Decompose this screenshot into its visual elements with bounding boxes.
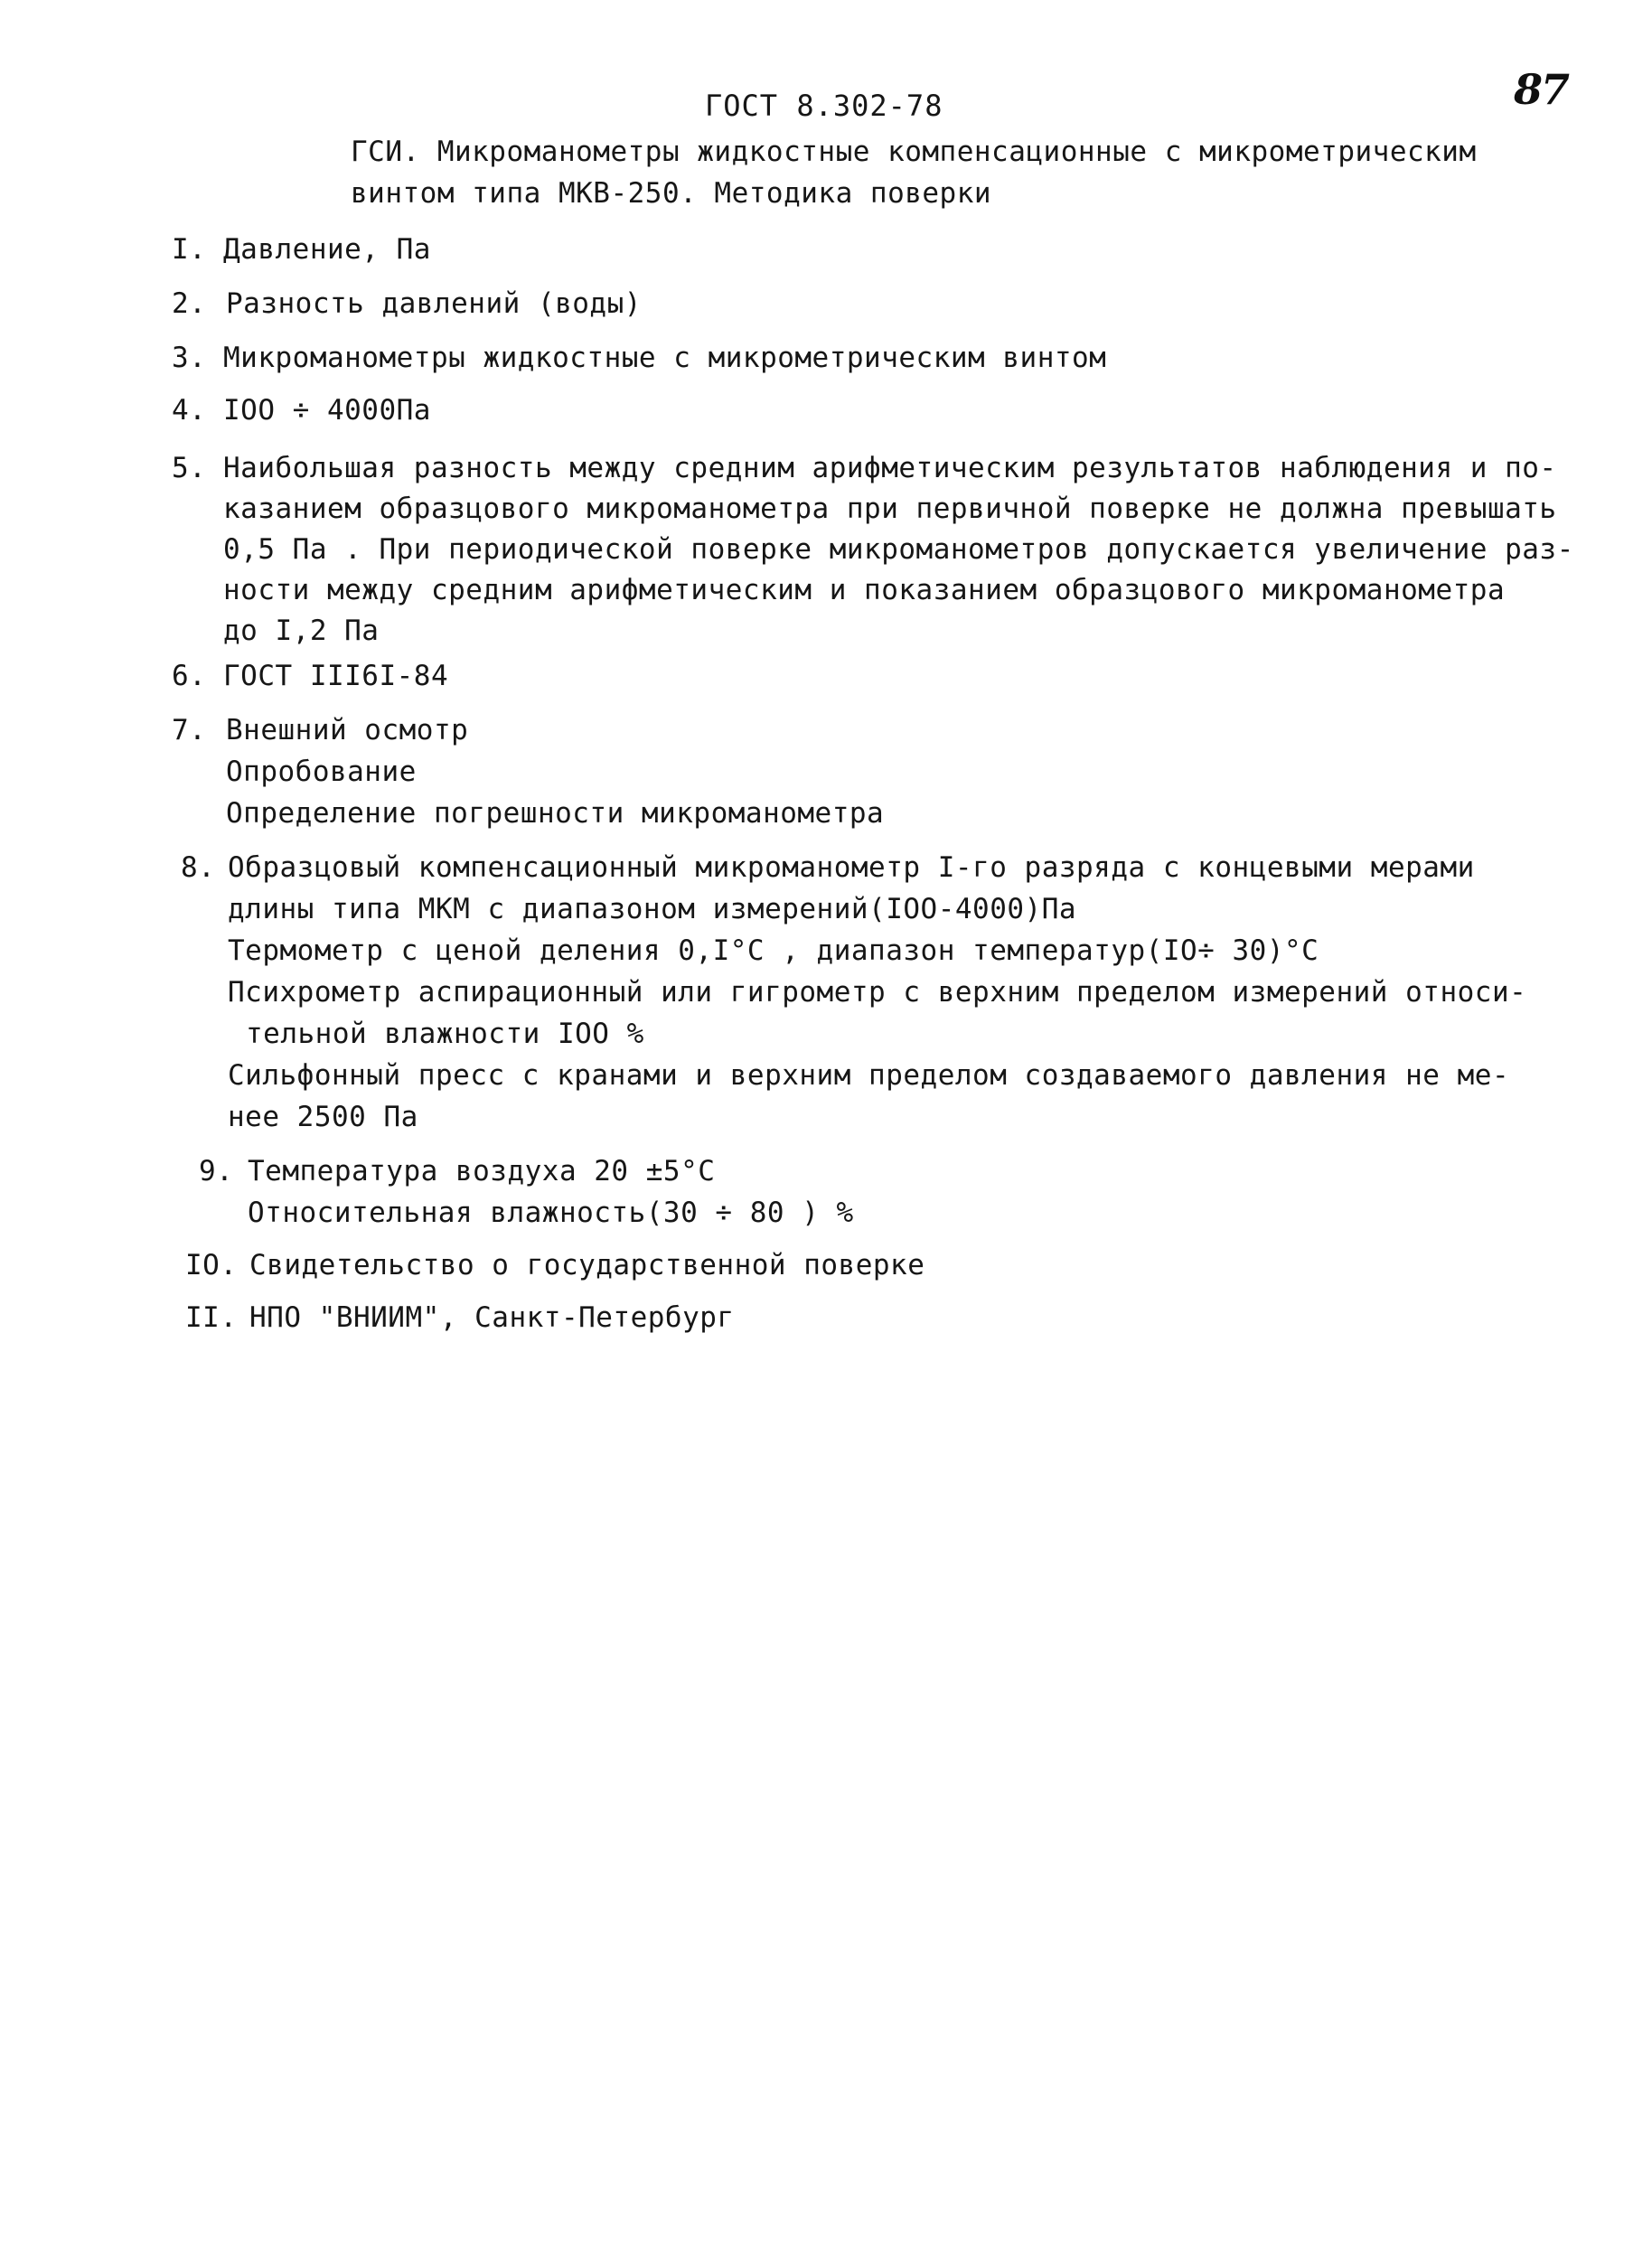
page-number: 87 (1514, 65, 1569, 114)
item-7-line-3: Определение погрешности микроманометра (226, 797, 885, 830)
item-5-line-1: Наибольшая разность между средним арифметическим результатов наблюдения и по- (223, 452, 1557, 484)
item-5-line-4: ности между средним арифметическим и показанием образцового микроманометра (223, 574, 1506, 606)
item-6-text: ГОСТ III6I-84 (223, 660, 449, 692)
item-8-line-7: нее 2500 Па (228, 1101, 418, 1133)
item-3-number: 3. (172, 342, 207, 374)
item-10-number: IO. (185, 1249, 238, 1281)
item-11-number: II. (185, 1301, 238, 1334)
item-9-number: 9. (199, 1155, 234, 1188)
item-5-number: 5. (172, 452, 207, 484)
item-5-line-3: 0,5 Па . При периодической поверке микроманометров допускается увеличение раз- (223, 533, 1574, 566)
item-7-line-1: Внешний осмотр (226, 714, 469, 746)
title-line-2: винтом типа МКВ-250. Методика поверки (351, 177, 992, 210)
item-4-number: 4. (172, 394, 207, 427)
item-3-text: Микроманометры жидкостные с микрометрическим винтом (223, 342, 1107, 374)
item-8-line-1: Образцовый компенсационный микроманометр I-го разряда с концевыми мерами (228, 851, 1475, 884)
item-8-line-3: Термометр с ценой деления 0,I°С , диапазон температур(IO÷ 30)°С (228, 934, 1319, 967)
item-1-number: I. (172, 233, 207, 266)
item-8-line-4: Психрометр аспирационный или гигрометр с верхним пределом измерений относи- (228, 976, 1527, 1009)
item-2-number: 2. (172, 287, 207, 320)
document-code: ГОСТ 8.302-78 (705, 89, 943, 123)
item-2-text: Разность давлений (воды) (226, 287, 642, 320)
item-7-number: 7. (172, 714, 207, 746)
item-11-text: НПО "ВНИИМ", Санкт-Петербург (249, 1301, 735, 1334)
item-9-line-1: Температура воздуха 20 ±5°С (248, 1155, 716, 1188)
item-8-line-2: длины типа МКМ с диапазоном измерений(IOO-4000)Па (228, 893, 1077, 925)
item-7-line-2: Опробование (226, 756, 417, 788)
title-line-1: ГСИ. Микроманометры жидкостные компенсационные с микрометрическим (351, 136, 1477, 168)
item-6-number: 6. (172, 660, 207, 692)
item-9-line-2: Относительная влажность(30 ÷ 80 ) % (248, 1197, 854, 1229)
item-5-line-5: до I,2 Па (223, 615, 380, 647)
item-8-number: 8. (181, 851, 216, 884)
item-8-line-6: Сильфонный пресс с кранами и верхним пределом создаваемого давления не ме- (228, 1059, 1510, 1092)
item-8-line-5: тельной влажности IOO % (246, 1018, 644, 1050)
item-10-text: Свидетельство о государственной поверке (249, 1249, 925, 1281)
item-1-text: Давление, Па (223, 233, 431, 266)
item-4-text: IOO ÷ 4000Па (223, 394, 431, 427)
item-5-line-2: казанием образцового микроманометра при первичной поверке не должна превышать (223, 493, 1557, 525)
